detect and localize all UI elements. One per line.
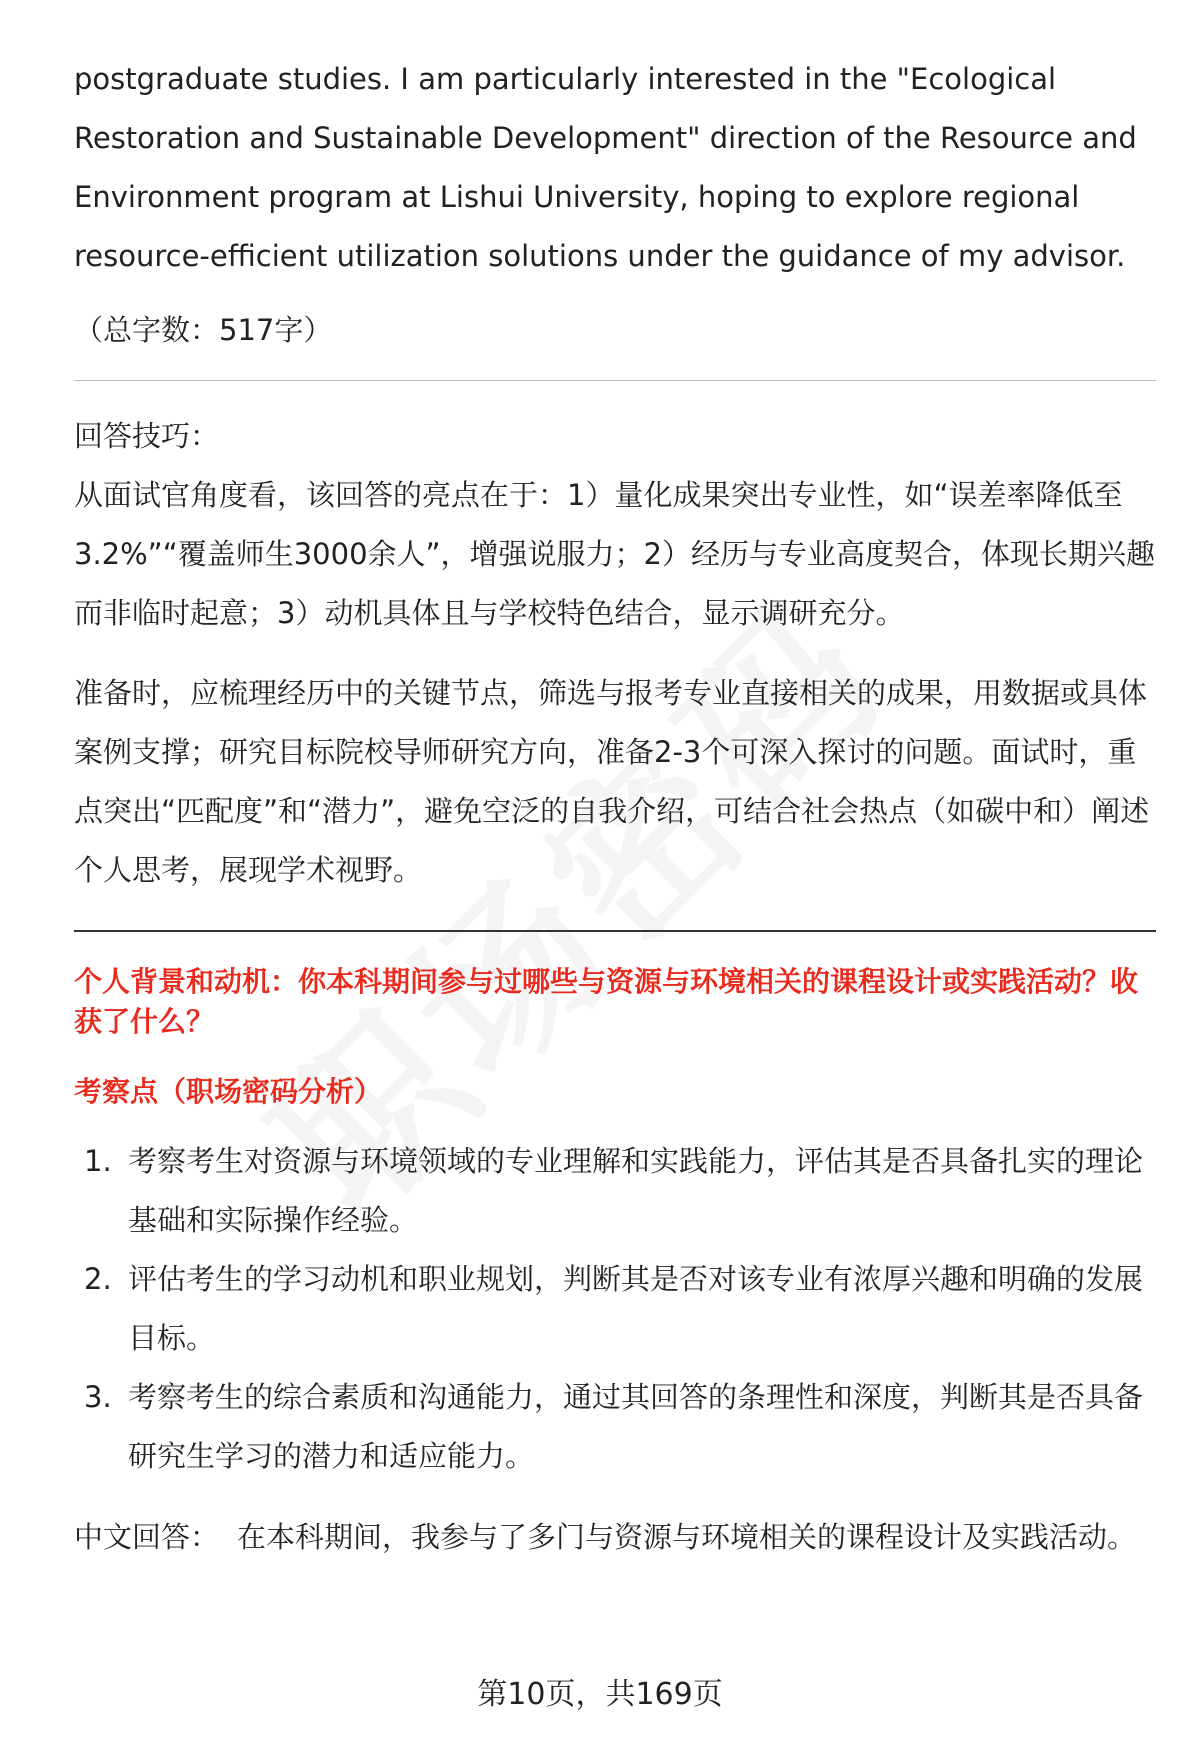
list-number: 1.: [84, 1144, 112, 1178]
list-item: [74, 1250, 1156, 1368]
question-heading: 个人背景和动机：你本科期间参与过哪些与资源与环境相关的课程设计或实践活动？收获了什么？: [74, 965, 1139, 1038]
answer-text: 在本科期间，我参与了多门与资源与环境相关的课程设计及实践活动。: [237, 1520, 1137, 1554]
list-item: [74, 1368, 1156, 1486]
assessment-title: 考察点（职场密码分析）: [74, 1075, 383, 1108]
list-text: 考察考生对资源与环境领域的专业理解和实践能力，评估其是否具备扎实的理论基础和实际操作经验。: [128, 1144, 1144, 1237]
assessment-points: [74, 1132, 1156, 1486]
word-count: （总字数：517字）: [74, 313, 333, 347]
tips-body: 从面试官角度看，该回答的亮点在于：1）量化成果突出专业性，如“误差率降低至3.2%”“覆盖师生3000余人”，增强说服力；2）经历与专业高度契合，体现长期兴趣而非临时起意；3）动机具体且与学校特色结合，显示调研充分。: [74, 478, 1156, 630]
answer-paragraph: [74, 1508, 1156, 1567]
list-number: 2.: [84, 1262, 112, 1296]
list-text: 考察考生的综合素质和沟通能力，通过其回答的条理性和深度，判断其是否具备研究生学习的潜力和适应能力。: [128, 1380, 1144, 1473]
section-divider: [74, 930, 1156, 932]
section-divider: [74, 380, 1156, 381]
document-page: [74, 50, 1156, 1567]
intro-paragraph: postgraduate studies. I am particularly interested in the "Ecological Restoration and Sustainable Development" direction of the Resource and Environment program at Lishui University, hoping to explore regional resource-efficient utilization solutions under the guidance of my advisor.: [74, 62, 1137, 273]
list-item: [74, 1132, 1156, 1250]
page-footer: 第10页，共169页: [477, 1677, 723, 1712]
answer-label: 中文回答：: [74, 1520, 220, 1554]
list-number: 3.: [84, 1380, 112, 1414]
tips-advice: 准备时，应梳理经历中的关键节点，筛选与报考专业直接相关的成果，用数据或具体案例支撑；研究目标院校导师研究方向，准备2-3个可深入探讨的问题。面试时，重点突出“匹配度”和“潜力”，避免空泛的自我介绍，可结合社会热点（如碳中和）阐述个人思考，展现学术视野。: [74, 676, 1150, 887]
tips-label: 回答技巧：: [74, 419, 220, 453]
list-text: 评估考生的学习动机和职业规划，判断其是否对该专业有浓厚兴趣和明确的发展目标。: [128, 1262, 1144, 1355]
